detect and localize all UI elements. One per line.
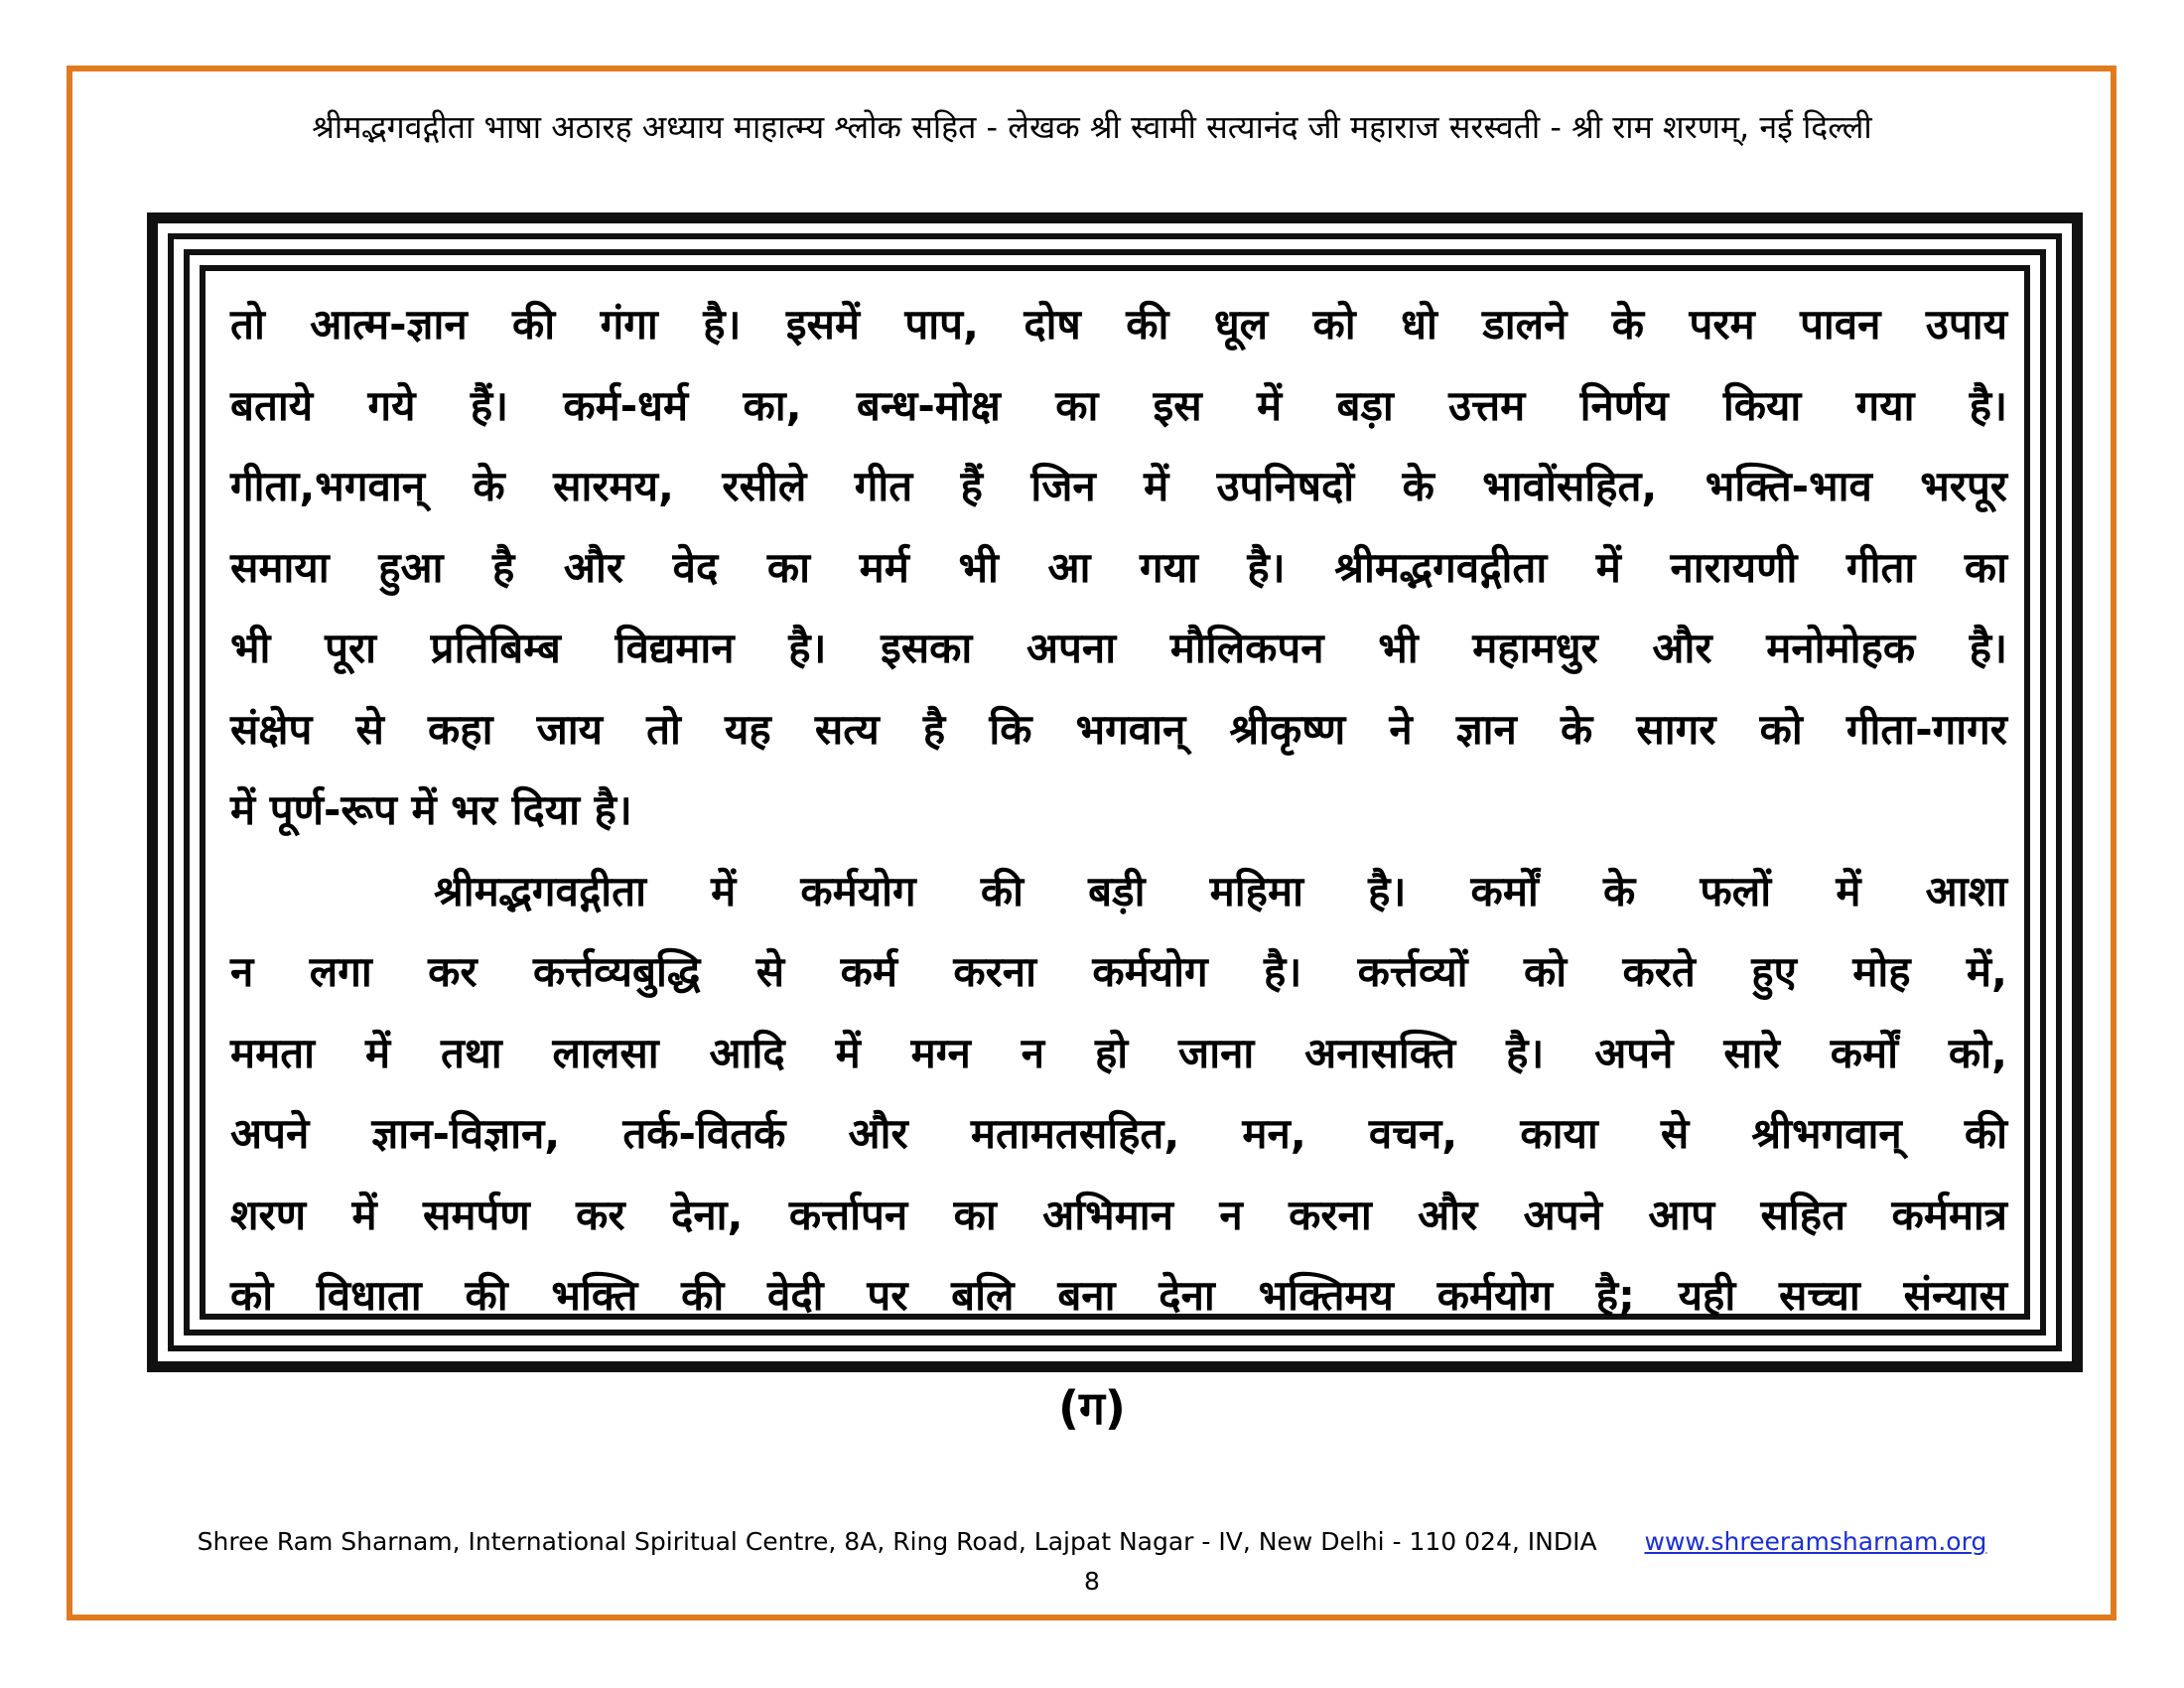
header-title: श्रीमद्भगवद्गीता भाषा अठारह अध्याय माहात्म्य श्लोक सहित - लेखक श्री स्वामी सत्यानंद जी महाराज सरस्वती - श्री राम शरणम्, नई दिल्ली: [312, 108, 1872, 146]
text-line: अपने ज्ञान-विज्ञान, तर्क-वितर्क और मतामतसहित, मन, वचन, काया से श्रीभगवान् की: [230, 1109, 2007, 1158]
folio-mark: (ग): [1058, 1381, 1126, 1435]
text-line: तो आत्म-ज्ञान की गंगा है। इसमें पाप, दोष की धूल को धो डालने के परम पावन उपाय: [230, 300, 2007, 349]
page-number: 8: [1084, 1567, 1100, 1596]
text-line: को विधाता की भक्ति की वेदी पर बलि बना देना भक्तिमय कर्मयोग है; यही सच्चा संन्यास: [230, 1271, 2007, 1320]
text-line: बताये गये हैं। कर्म-धर्म का, बन्ध-मोक्ष का इस में बड़ा उत्तम निर्णय किया गया है।: [230, 380, 2007, 430]
text-line: शरण में समर्पण कर देना, कर्त्तापन का अभिमान न करना और अपने आप सहित कर्ममात्र: [230, 1190, 2007, 1239]
website-link[interactable]: www.shreeramsharnam.org: [1644, 1527, 1987, 1556]
body-text: [230, 284, 2007, 1336]
footer-address: Shree Ram Sharnam, International Spiritual Centre, 8A, Ring Road, Lajpat Nagar - IV, New Delhi - 110 024, INDIA: [197, 1527, 1597, 1556]
text-line: ममता में तथा लालसा आदि में मग्न न हो जाना अनासक्ति है। अपने सारे कर्मों को,: [230, 1028, 2007, 1077]
footer: [0, 1527, 2184, 1556]
text-line: समाया हुआ है और वेद का मर्म भी आ गया है। श्रीमद्भगवद्गीता में नारायणी गीता का: [230, 542, 2007, 592]
text-line: गीता,भगवान् के सारमय, रसीले गीत हैं जिन में उपनिषदों के भावोंसहित, भक्ति-भाव भरपूर: [230, 462, 2007, 510]
text-line: भी पूरा प्रतिबिम्ब विद्यमान है। इसका अपना मौलिकपन भी महामधुर और मनोमोहक है।: [230, 624, 2007, 672]
text-line: न लगा कर कर्त्तव्यबुद्धि से कर्म करना कर्मयोग है। कर्त्तव्यों को करते हुए मोह में,: [230, 947, 2007, 996]
text-line: संक्षेप से कहा जाय तो यह सत्य है कि भगवान् श्रीकृष्ण ने ज्ञान के सागर को गीता-गागर: [230, 704, 2007, 754]
text-line: में पूर्ण-रूप में भर दिया है।: [230, 785, 632, 834]
text-line: श्रीमद्भगवद्गीता में कर्मयोग की बड़ी महिमा है। कर्मों के फलों में आशा: [434, 866, 2007, 915]
